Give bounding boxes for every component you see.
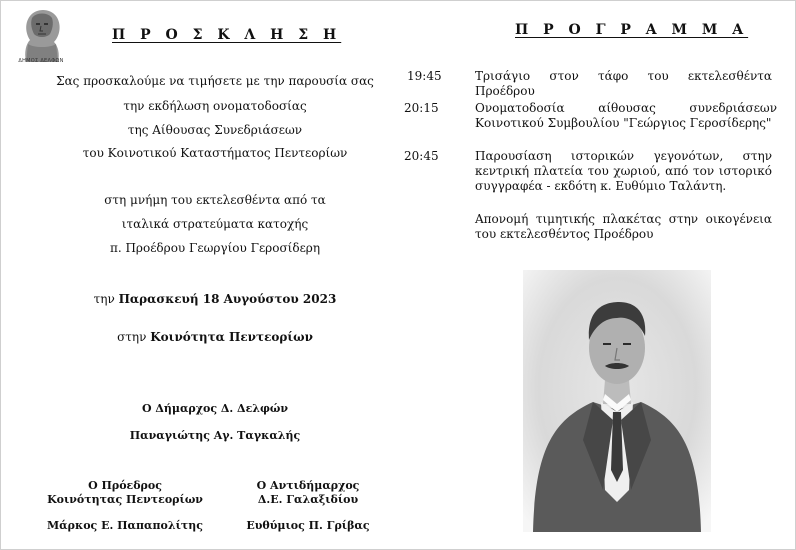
program-item-3: Παρουσίαση ιστορικών γεγονότων, στην κεντρική πλατεία του χωριού, από τον ιστορικό συγγραφέα - εκδότη κ. Ευθύμιο Ταλάντη. [475, 149, 772, 193]
invitation-title: Π Ρ Ο Σ Κ Λ Η Σ Η [112, 27, 342, 43]
event-date-bold: Παρασκευή 18 Αυγούστου 2023 [118, 292, 337, 306]
event-date [40, 292, 390, 306]
portrait-photo-icon [523, 270, 711, 532]
invitation-line-5: στη μνήμη του εκτελεσθέντα από τα [104, 193, 326, 207]
event-place [40, 330, 390, 344]
deputy-mayor-title-2: Δ.Ε. Γαλαξιδίου [257, 493, 359, 506]
invitation-line-3: της Αίθουσας Συνεδριάσεων [127, 123, 303, 137]
invitation-line-1: Σας προσκαλούμε να τιμήσετε με την παρουσία σας [56, 74, 374, 88]
invitation-line-7: π. Προέδρου Γεωργίου Γεροσίδερη [109, 241, 321, 255]
program-time-2: 20:15 [404, 101, 439, 115]
president-name: Μάρκος Ε. Παπαπολίτης [47, 519, 203, 532]
invitation-line-2: την εκδήλωση ονοματοδοσίας [123, 99, 307, 113]
event-place-prefix: στην [117, 330, 151, 344]
program-time-3: 20:45 [404, 149, 439, 163]
program-title: Π Ρ Ο Γ Ρ Α Μ Μ Α [515, 22, 749, 38]
invitation-line-4: του Κοινοτικού Καταστήματος Πεντεορίων [82, 146, 348, 160]
deputy-mayor-name: Ευθύμιος Π. Γρίβας [246, 519, 370, 532]
program-item-2: Ονοματοδοσία αίθουσας συνεδριάσεων Κοινοτικού Συμβουλίου "Γεώργιος Γεροσίδερης" [475, 101, 777, 130]
program-time-1: 19:45 [407, 69, 442, 83]
event-date-prefix: την [93, 292, 119, 306]
program-item-4: Απονομή τιμητικής πλακέτας στην οικογένεια του εκτελεσθέντος Προέδρου [475, 212, 772, 241]
event-place-bold: Κοινότητα Πεντεορίων [150, 330, 313, 344]
president-title-2: Κοινότητας Πεντεορίων [47, 493, 203, 506]
president-title-1: Ο Πρόεδρος [88, 479, 162, 492]
deputy-mayor-title-1: Ο Αντιδήμαρχος [256, 479, 360, 492]
logo-caption: ΔΗΜΟΣ ΔΕΛΦΩΝ [18, 58, 64, 64]
mayor-title: Ο Δήμαρχος Δ. Δελφών [141, 402, 289, 415]
invitation-line-6: ιταλικά στρατεύματα κατοχής [121, 217, 309, 231]
program-item-1: Τρισάγιο στον τάφο του εκτελεσθέντα Προέδρου [475, 69, 772, 98]
mayor-name: Παναγιώτης Αγ. Ταγκαλής [129, 429, 301, 442]
